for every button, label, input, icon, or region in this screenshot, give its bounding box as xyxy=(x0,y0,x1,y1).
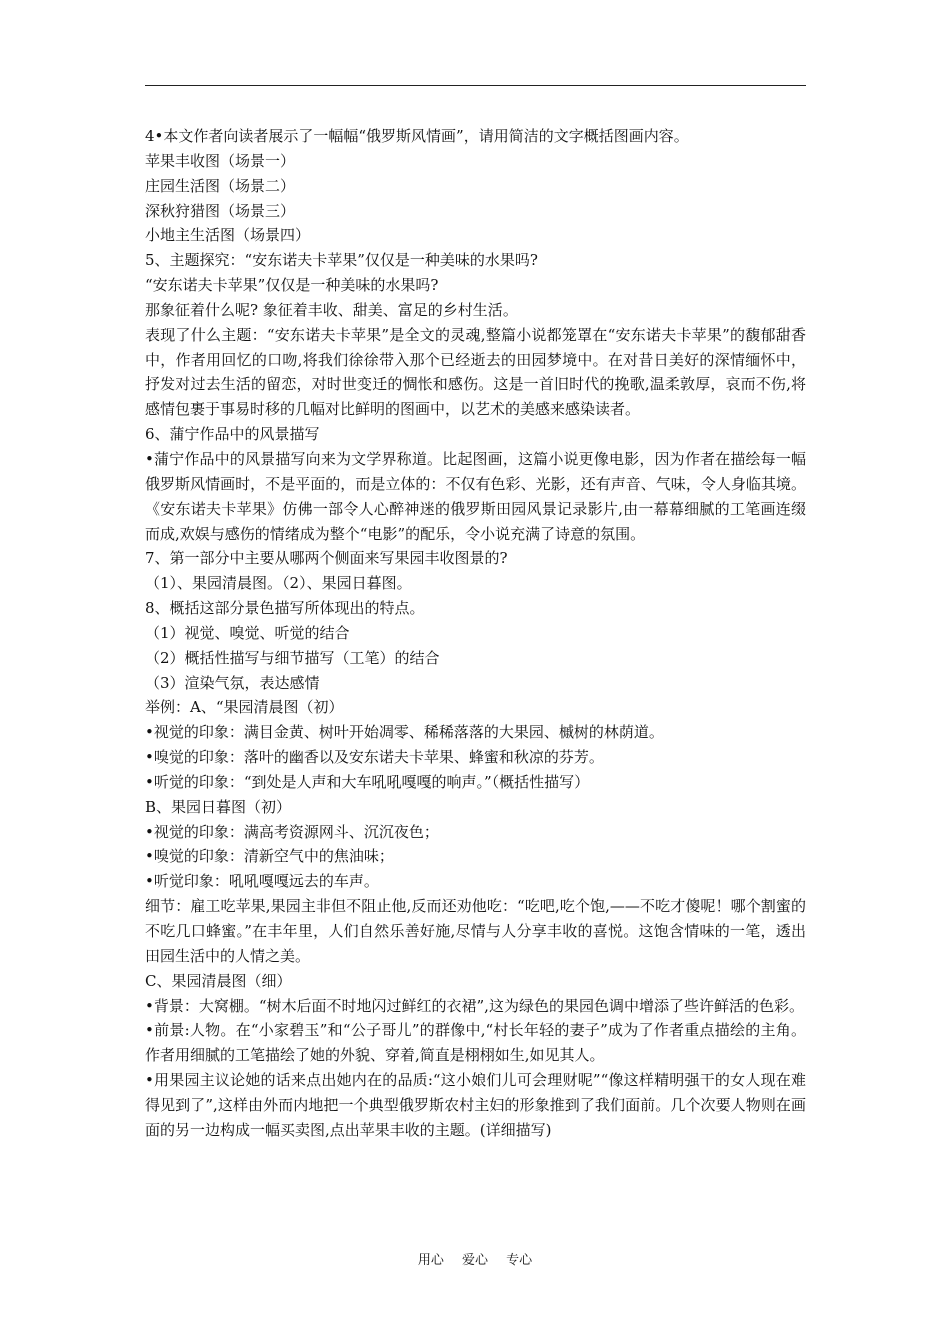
paragraph: 细节：雇工吃苹果,果园主非但不阻止他,反而还劝他吃：“吃吧,吃个饱,——不吃才傻呢！哪个割蜜的不吃几口蜂蜜。”在丰年里，人们自然乐善好施,尽情与人分享丰收的喜悦。这饱含情味的一笔，透出田园生活中的人情之美。 xyxy=(145,897,806,965)
paragraph: 8、概括这部分景色描写所体现出的特点。 xyxy=(145,599,425,618)
paragraph: 举例：A、“果园清晨图（初） xyxy=(145,698,344,717)
paragraph: •听觉的印象：“到处是人声和大车吼吼嘎嘎的响声。”（概括性描写） xyxy=(145,772,590,791)
paragraph: •嗅觉的印象：清新空气中的焦油味； xyxy=(145,847,394,866)
paragraph: C、果园清晨图（细） xyxy=(145,971,292,990)
paragraph: •用果园主议论她的话来点出她内在的品质:“这小娘们儿可会理财呢”“像这样精明强干的女人现在难得见到了”,这样由外而内地把一个典型俄罗斯农村主妇的形象推到了我们面前。几个次要人物则在画面的另一边构成一幅买卖图,点出苹果丰收的主题。(详细描写) xyxy=(145,1071,806,1139)
paragraph: （1）、果园清晨图。（2）、果园日暮图。 xyxy=(145,574,412,593)
paragraph: 表现了什么主题：“安东诺夫卡苹果”是全文的灵魂,整篇小说都笼罩在“安东诺夫卡苹果”的馥郁甜香中，作者用回忆的口吻,将我们徐徐带入那个已经逝去的田园梦境中。在对昔日美好的深情缅怀中，抒发对过去生活的留恋，对时世变迁的惆怅和感伤。这是一首旧时代的挽歌,温柔敦厚，哀而不伤,将感情包裹于事易时移的几幅对比鲜明的图画中，以艺术的美感来感染读者。 xyxy=(145,325,806,419)
paragraph: “安东诺夫卡苹果”仅仅是一种美味的水果吗? xyxy=(145,276,439,295)
paragraph: 深秋狩猎图（场景三） xyxy=(145,201,296,220)
paragraph: 庄园生活图（场景二） xyxy=(145,176,296,195)
paragraph: •嗅觉的印象：落叶的幽香以及安东诺夫卡苹果、蜂蜜和秋凉的芬芳。 xyxy=(145,748,604,767)
paragraph: •听觉印象：吼吼嘎嘎远去的车声。 xyxy=(145,872,379,891)
paragraph: 6、蒲宁作品中的风景描写 xyxy=(145,425,320,444)
paragraph: （1）视觉、嗅觉、听觉的结合 xyxy=(145,623,350,642)
paragraph: 7、第一部分中主要从哪两个侧面来写果园丰收图景的? xyxy=(145,549,508,568)
paragraph: 苹果丰收图（场景一） xyxy=(145,151,296,170)
paragraph: •视觉的印象：满目金黄、树叶开始凋零、稀稀落落的大果园、槭树的林荫道。 xyxy=(145,723,664,742)
paragraph: （2）概括性描写与细节描写（工笔）的结合 xyxy=(145,648,440,667)
paragraph: •蒲宁作品中的风景描写向来为文学界称道。比起图画，这篇小说更像电影，因为作者在描绘每一幅俄罗斯风情画时，不是平面的，而是立体的：不仅有色彩、光影，还有声音、气味，令人身临其境。《安东诺夫卡苹果》仿佛一部令人心醉神迷的俄罗斯田园风景记录影片,由一幕幕细腻的工笔画连缀而成,欢娱与感伤的情绪成为整个“电影”的配乐，令小说充满了诗意的氛围。 xyxy=(145,449,806,543)
paragraph: •背景：大窝棚。“树木后面不时地闪过鲜红的衣裙”,这为绿色的果园色调中增添了些许鲜活的色彩。 xyxy=(145,996,804,1015)
header-rule xyxy=(145,85,806,86)
paragraph: 那象征着什么呢? 象征着丰收、甜美、富足的乡村生活。 xyxy=(145,300,518,319)
paragraph: •视觉的印象：满高考资源网斗、沉沉夜色； xyxy=(145,822,439,841)
paragraph: B、果园日暮图（初） xyxy=(145,797,292,816)
document-body xyxy=(145,124,806,1143)
paragraph: 5、主题探究：“安东诺夫卡苹果”仅仅是一种美味的水果吗? xyxy=(145,251,538,270)
page-footer: 用心 爱心 专心 xyxy=(417,1253,533,1268)
paragraph: •前景:人物。在“小家碧玉”和“公子哥儿”的群像中,“村长年轻的妻子”成为了作者重点描绘的主角。作者用细腻的工笔描绘了她的外貌、穿着,简直是栩栩如生,如见其人。 xyxy=(145,1021,806,1065)
paragraph: 4•本文作者向读者展示了一幅幅“俄罗斯风情画”，请用简洁的文字概括图画内容。 xyxy=(145,127,689,145)
paragraph: （3）渲染气氛，表达感情 xyxy=(145,673,320,692)
paragraph: 小地主生活图（场景四） xyxy=(145,226,311,245)
